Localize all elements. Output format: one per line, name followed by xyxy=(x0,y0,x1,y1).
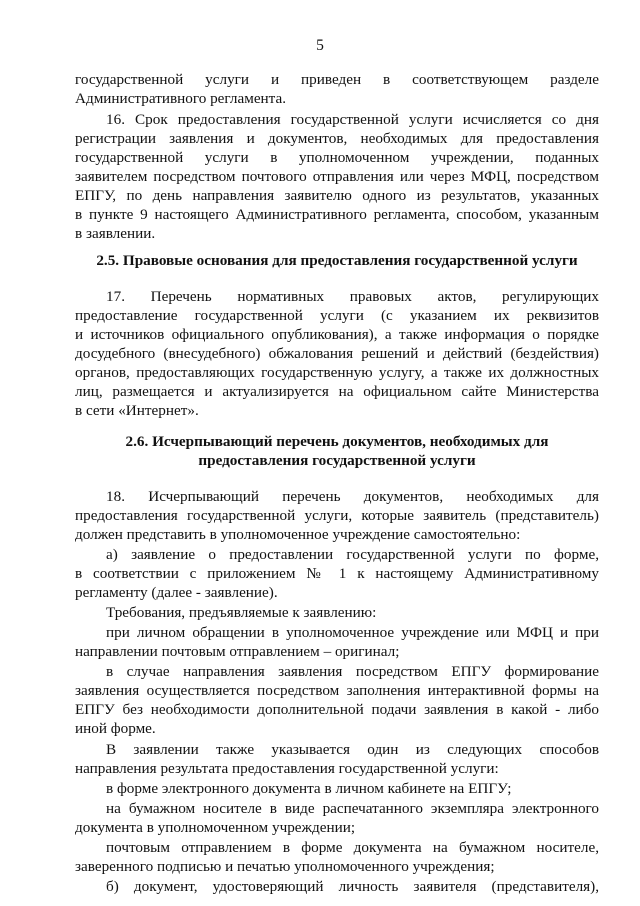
paragraph-18-line: предоставления государственной услуги, которые заявитель (представитель) xyxy=(75,507,599,524)
requirement-1-line: направлении почтовым отправлением – оригинал; xyxy=(75,643,400,660)
paragraph-17-line: и источников официального опубликования), а также информация о порядке xyxy=(75,326,599,343)
paragraph-16-line: в пункте 9 настоящего Административного регламента, способом, указанным xyxy=(75,206,599,223)
paragraph-16-line: регистрации заявления и документов, необходимых для предоставления xyxy=(75,130,599,147)
paragraph-17-line: 17. Перечень нормативных правовых актов, регулирующих xyxy=(106,288,599,305)
paragraph-16-line: заявителем посредством почтового отправления или через МФЦ, посредством xyxy=(75,168,599,185)
section-2-6-heading: предоставления государственной услуги xyxy=(198,452,476,469)
paragraph-16-line: ЕПГУ, по день направления заявителю одного из результатов, указанных xyxy=(75,187,599,204)
requirement-1-line: при личном обращении в уполномоченное учреждение или МФЦ и при xyxy=(106,624,599,641)
method-3-line: заверенного подписью и печатью уполномоченного учреждения; xyxy=(75,858,495,875)
paragraph-line: государственной услуги и приведен в соответствующем разделе xyxy=(75,71,599,88)
method-1-line: в форме электронного документа в личном кабинете на ЕПГУ; xyxy=(106,780,512,797)
paragraph-17-line: предоставление государственной услуги (с указанием их реквизитов xyxy=(75,307,599,324)
requirement-2-line: в случае направления заявления посредством ЕПГУ формирование xyxy=(106,663,599,680)
methods-intro-line: направления результата предоставления государственной услуги: xyxy=(75,760,499,777)
item-a-line: а) заявление о предоставлении государственной услуги по форме, xyxy=(106,546,599,563)
paragraph-line: Административного регламента. xyxy=(75,90,287,107)
page-number: 5 xyxy=(316,37,324,54)
paragraph-18-line: 18. Исчерпывающий перечень документов, необходимых для xyxy=(106,488,599,505)
paragraph-16-line: государственной услуги в уполномоченном учреждении, поданных xyxy=(75,149,599,166)
method-2-line: на бумажном носителе в виде распечатанного экземпляра электронного xyxy=(106,800,599,817)
item-b-line: б) документ, удостоверяющий личность заявителя (представителя), xyxy=(106,878,599,895)
item-a-line: регламенту (далее - заявление). xyxy=(75,584,278,601)
section-2-6-heading: 2.6. Исчерпывающий перечень документов, необходимых для xyxy=(125,433,549,450)
item-a-line: в соответствии с приложением № 1 к настоящему Административному xyxy=(75,565,599,582)
method-3-line: почтовым отправлением в форме документа на бумажном носителе, xyxy=(106,839,599,856)
paragraph-17-line: досудебного (внесудебного) обжалования решений и действий (бездействия) xyxy=(75,345,599,362)
requirement-2-line: ЕПГУ без необходимости дополнительной подачи заявления в какой - либо xyxy=(75,701,599,718)
requirement-2-line: заявления осуществляется посредством заполнения интерактивной формы на xyxy=(75,682,599,699)
paragraph-17-line: органов, предоставляющих государственную услугу, а также их должностных xyxy=(75,364,599,381)
paragraph-17-line: лиц, размещается и актуализируется на официальном сайте Министерства xyxy=(75,383,599,400)
paragraph-18-line: должен представить в уполномоченное учреждение самостоятельно: xyxy=(75,526,521,543)
section-2-5-heading: 2.5. Правовые основания для предоставления государственной услуги xyxy=(96,252,578,269)
paragraph-16-line: 16. Срок предоставления государственной услуги исчисляется со дня xyxy=(106,111,599,128)
requirements-title: Требования, предъявляемые к заявлению: xyxy=(106,604,377,621)
method-2-line: документа в уполномоченном учреждении; xyxy=(75,819,356,836)
paragraph-17-line: в сети «Интернет». xyxy=(75,402,199,419)
paragraph-16-line: в заявлении. xyxy=(75,225,156,242)
requirement-2-line: иной форме. xyxy=(75,720,156,737)
methods-intro-line: В заявлении также указывается один из следующих способов xyxy=(106,741,599,758)
